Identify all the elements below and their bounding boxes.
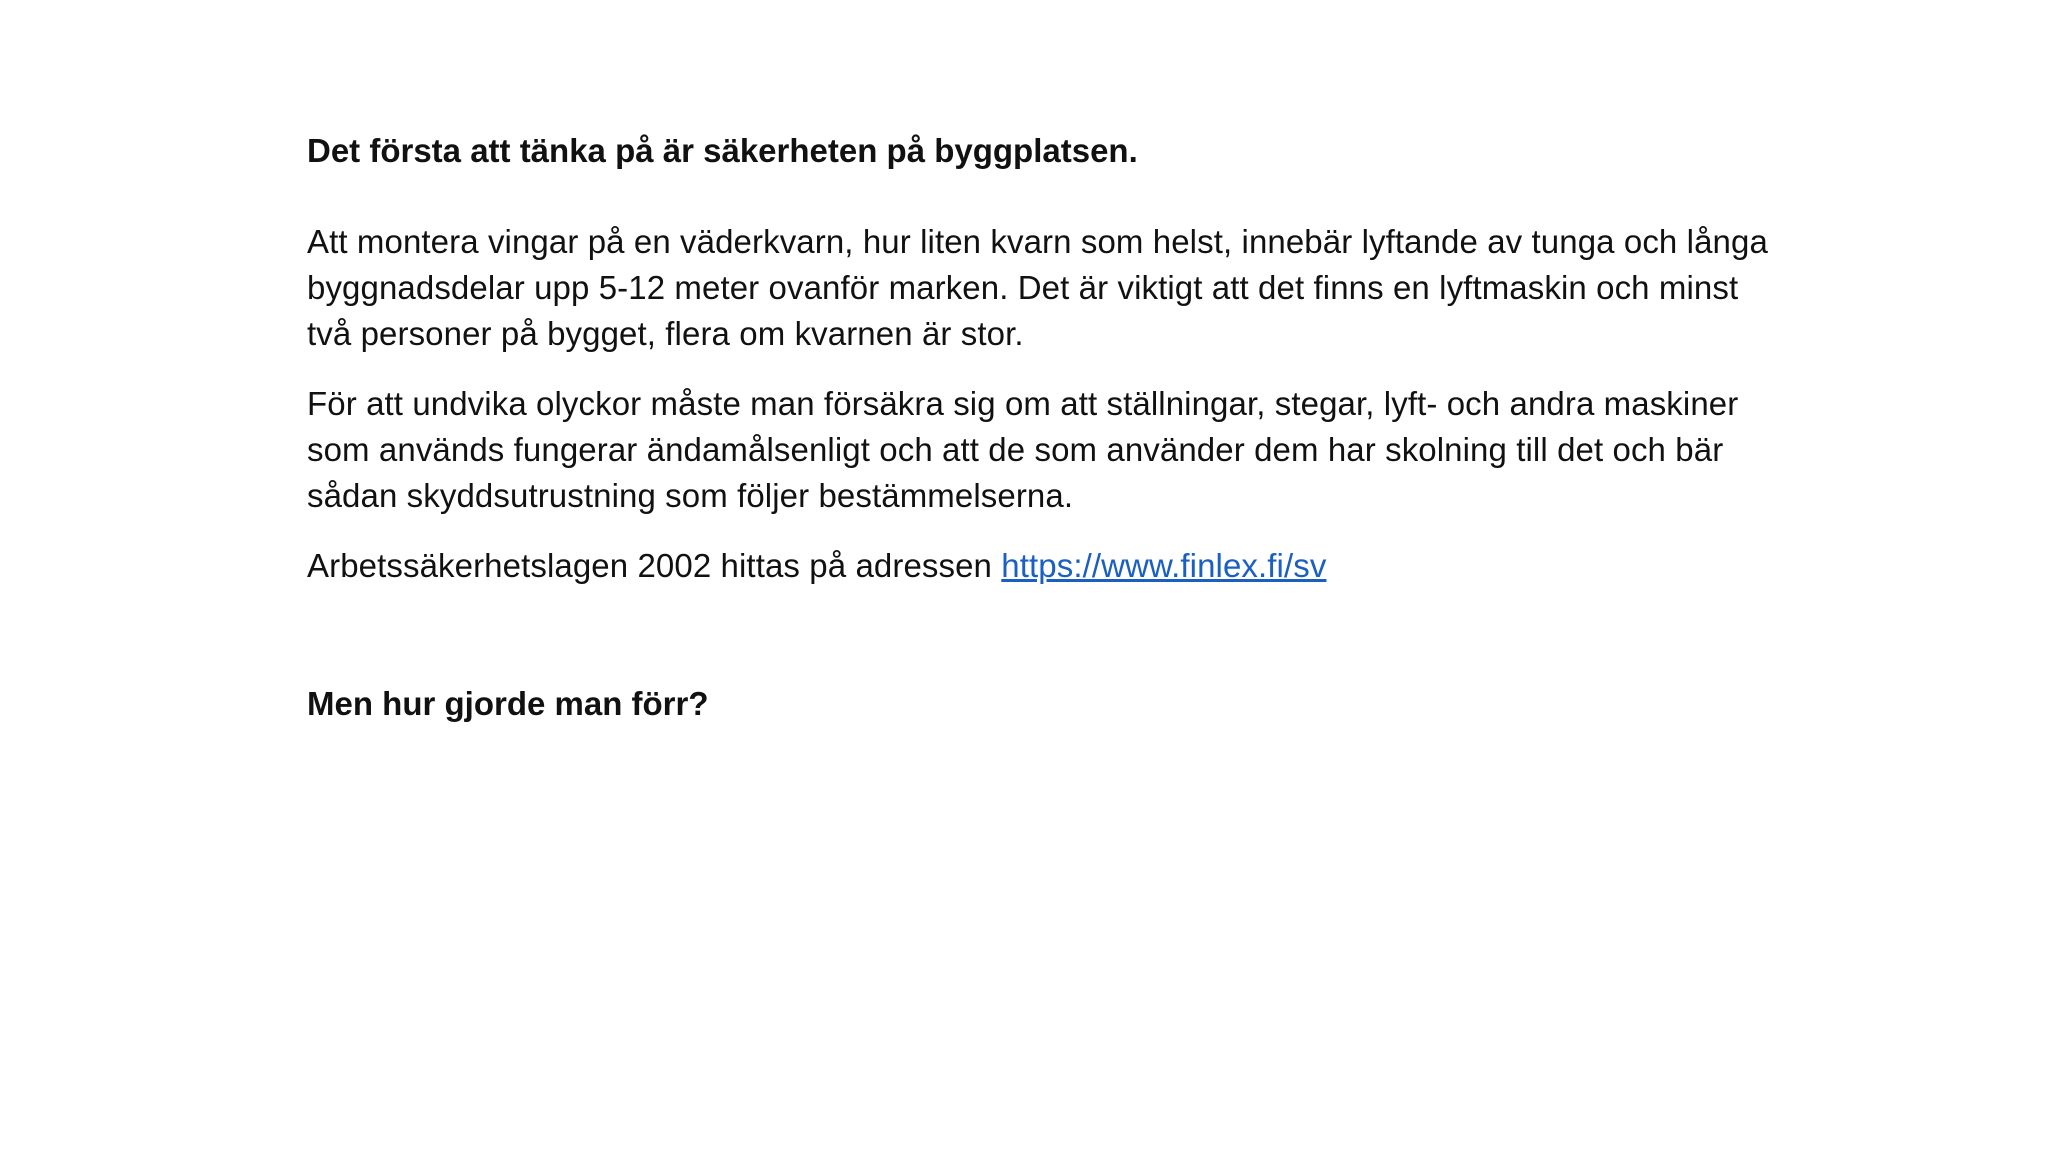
law-reference-text: Arbetssäkerhetslagen 2002 hittas på adressen bbox=[307, 547, 1002, 584]
paragraph-accident-prevention bbox=[307, 381, 1907, 519]
paragraph-line: som används fungerar ändamålsenligt och att de som använder dem har skolning till det och bär bbox=[307, 431, 1724, 468]
paragraph-wings-mounting bbox=[307, 219, 1907, 357]
finlex-link[interactable]: https://www.finlex.fi/sv bbox=[1001, 547, 1327, 584]
slide-content bbox=[307, 128, 1907, 727]
paragraph-line: sådan skyddsutrustning som följer bestämmelserna. bbox=[307, 477, 1074, 514]
paragraph-line: För att undvika olyckor måste man försäkra sig om att ställningar, stegar, lyft- och andra maskiner bbox=[307, 385, 1739, 422]
paragraph-line: Att montera vingar på en väderkvarn, hur liten kvarn som helst, innebär lyftande av tunga och långa bbox=[307, 223, 1768, 260]
slide-heading-history: Men hur gjorde man förr? bbox=[307, 685, 709, 722]
slide-heading-safety: Det första att tänka på är säkerheten på byggplatsen. bbox=[307, 132, 1138, 169]
paragraph-line: två personer på bygget, flera om kvarnen är stor. bbox=[307, 315, 1024, 352]
paragraph-law-reference bbox=[307, 543, 1907, 589]
paragraph-line: byggnadsdelar upp 5-12 meter ovanför marken. Det är viktigt att det finns en lyftmaskin och minst bbox=[307, 269, 1739, 306]
